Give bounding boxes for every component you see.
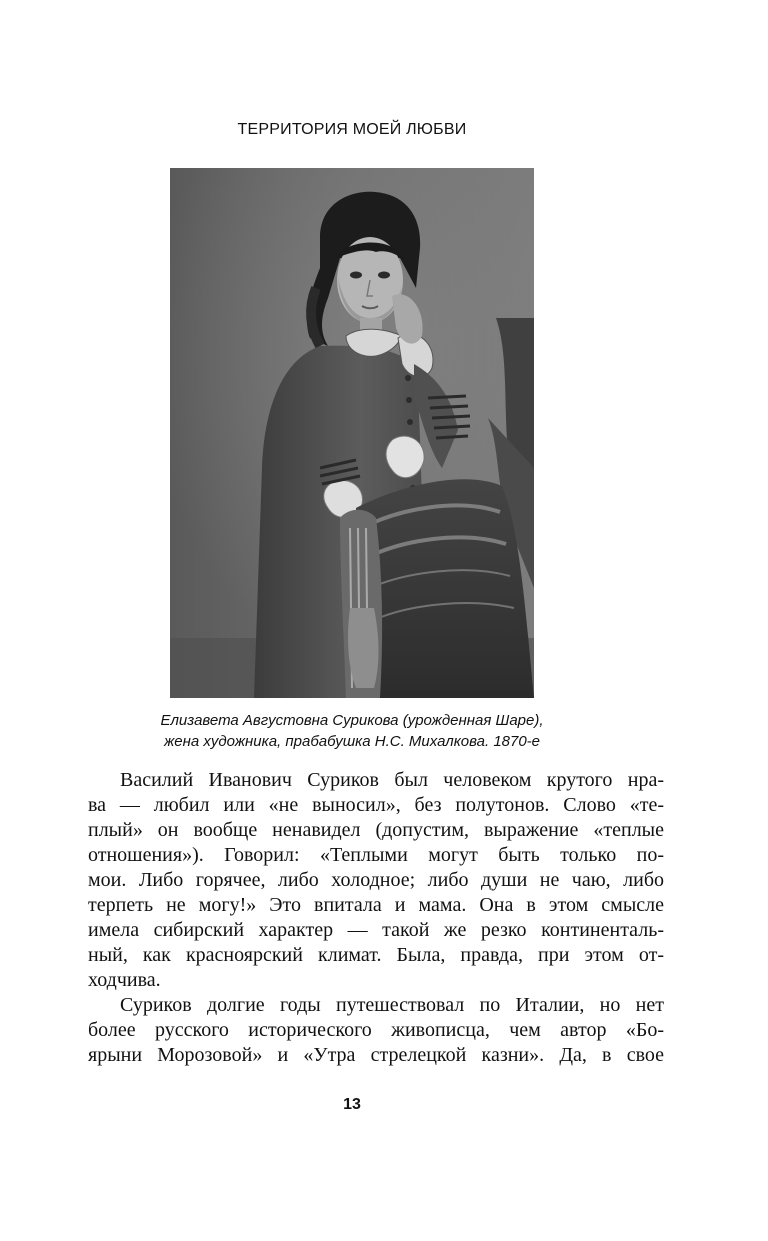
photo-caption-line: жена художника, прабабушка Н.С. Михалкова. 1870-е [163, 733, 541, 750]
body-text-line: ярыни Морозовой» и «Утра стрелецкой казни». Да, в свое [88, 1044, 664, 1066]
body-text-line: Суриков долгие годы путешествовал по Италии, но нет [120, 994, 664, 1016]
body-text-line: терпеть не могу!» Это впитала и мама. Она в этом смысле [88, 894, 664, 916]
portrait-photo [170, 168, 534, 698]
page-number: 13 [343, 1096, 361, 1113]
body-text-line: ходчива. [88, 969, 161, 991]
body-text-line: мои. Либо горячее, либо холодное; либо души не чаю, либо [88, 869, 664, 891]
running-title: ТЕРРИТОРИЯ МОЕЙ ЛЮБВИ [237, 121, 467, 138]
body-text-line: имела сибирский характер — такой же резко континенталь- [88, 919, 664, 941]
body-text-line: отношения»). Говорил: «Теплыми могут быть только по- [88, 844, 664, 866]
body-text-line: ный, как красноярский климат. Была, правда, при этом от- [88, 944, 664, 966]
photo-caption-line: Елизавета Августовна Сурикова (урожденная Шаре), [160, 712, 544, 729]
body-text-line: ва — любил или «не выносил», без полутонов. Слово «те- [88, 794, 664, 816]
body-text-line: Василий Иванович Суриков был человеком крутого нра- [120, 769, 664, 791]
body-text-line: более русского исторического живописца, чем автор «Бо- [88, 1019, 664, 1041]
body-text-line: плый» он вообще ненавидел (допустим, выражение «теплые [88, 819, 664, 841]
